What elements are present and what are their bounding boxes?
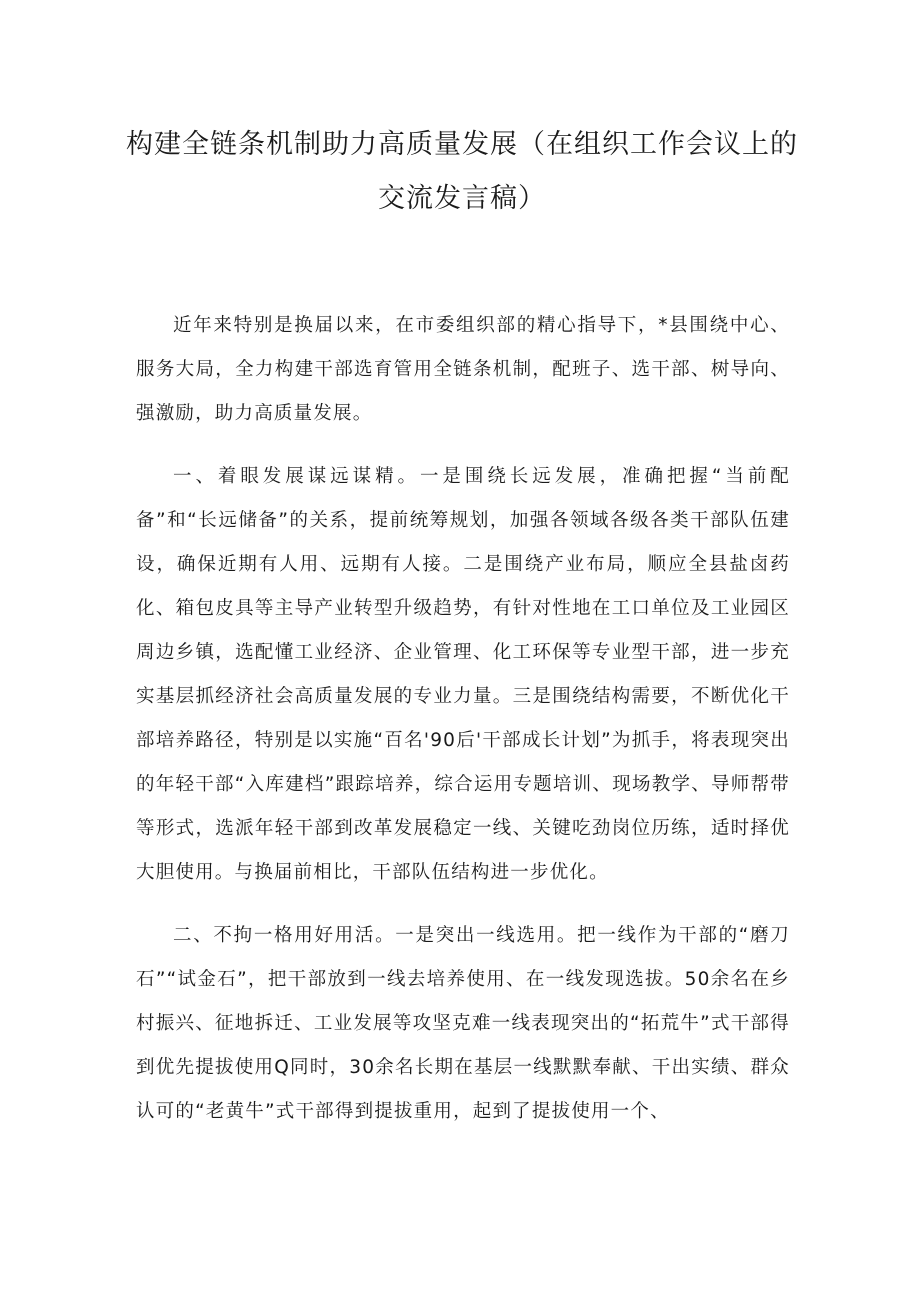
document-body: [136, 304, 790, 1134]
paragraph-section-2: 二、不拘一格用好用活。一是突出一线选用。把一线作为干部的“磨刀石”“试金石”，把干部放到一线去培养使用、在一线发现选拔。50余名在乡村振兴、征地拆迁、工业发展等攻坚克难一线表现突出的“拓荒牛”式干部得到优先提拔使用Q同时，30余名长期在基层一线默默奉献、干出实绩、群众认可的“老黄牛”式干部得到提拔重用，起到了提拔使用一个、: [136, 925, 790, 1122]
paragraph-section-1: 一、着眼发展谋远谋精。一是围绕长远发展，准确把握“当前配备”和“长远储备”的关系，提前统筹规划，加强各领域各级各类干部队伍建设，确保近期有人用、远期有人接。二是围绕产业布局，顺应全县盐卤药化、箱包皮具等主导产业转型升级趋势，有针对性地在工口单位及工业园区周边乡镇，选配懂工业经济、企业管理、化工环保等专业型干部，进一步充实基层抓经济社会高质量发展的专业力量。三是围绕结构需要，不断优化干部培养路径，特别是以实施“百名'90后'干部成长计划”为抓手，将表现突出的年轻干部“入库建档”跟踪培养，综合运用专题培训、现场教学、导师帮带等形式，选派年轻干部到改革发展稳定一线、关键吃劲岗位历练，适时择优大胆使用。与换届前相比，干部队伍结构进一步优化。: [136, 466, 790, 883]
document-title: 构建全链条机制助力高质量发展（在组织工作会议上的交流发言稿）: [126, 129, 798, 214]
paragraph-intro: 近年来特别是换届以来，在市委组织部的精心指导下，*县围绕中心、服务大局，全力构建干部选育管用全链条机制，配班子、选干部、树导向、强激励，助力高质量发展。: [136, 315, 790, 424]
